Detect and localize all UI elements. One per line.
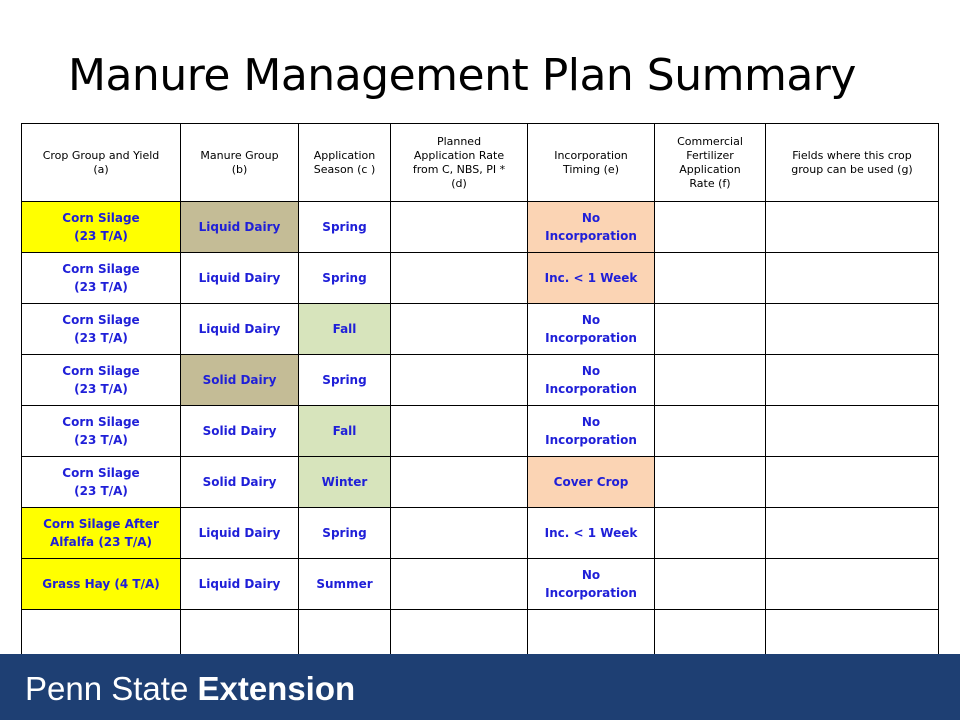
cell-fields [766,355,939,406]
cell-application-rate [391,457,528,508]
cell-manure-group: Liquid Dairy [181,559,299,610]
manure-plan-table [21,123,939,661]
cell-application-rate [391,559,528,610]
cell-manure-group: Liquid Dairy [181,253,299,304]
cell-application-rate [391,508,528,559]
cell-application-rate [391,202,528,253]
cell-crop-group: Grass Hay (4 T/A) [22,559,181,610]
cell-manure-group: Liquid Dairy [181,202,299,253]
table-row [22,304,939,355]
cell-application-season: Spring [299,508,391,559]
cell-application-rate [391,253,528,304]
cell-fields [766,202,939,253]
penn-state-extension-logo [25,670,355,708]
cell-application-season: Spring [299,202,391,253]
cell-incorporation-timing: Inc. < 1 Week [528,253,655,304]
cell-incorporation-timing: Cover Crop [528,457,655,508]
cell-incorporation-timing: Inc. < 1 Week [528,508,655,559]
cell-application-rate [391,304,528,355]
cell-manure-group: Liquid Dairy [181,304,299,355]
cell-fields [766,610,939,661]
header-fields: Fields where this crop group can be used (g) [766,124,939,202]
cell-application-season [299,610,391,661]
cell-manure-group: Solid Dairy [181,406,299,457]
cell-fertilizer-rate [655,508,766,559]
header-incorporation-timing: Incorporation Timing (e) [528,124,655,202]
cell-application-season: Spring [299,253,391,304]
cell-fertilizer-rate [655,304,766,355]
cell-manure-group [181,610,299,661]
cell-manure-group: Solid Dairy [181,457,299,508]
cell-application-rate [391,406,528,457]
cell-fields [766,457,939,508]
table-row [22,355,939,406]
cell-incorporation-timing: No Incorporation [528,559,655,610]
cell-application-season: Fall [299,304,391,355]
cell-incorporation-timing: No Incorporation [528,202,655,253]
footer-brand-regular: Penn State [25,670,198,707]
cell-application-season: Spring [299,355,391,406]
table-row [22,406,939,457]
cell-fertilizer-rate [655,355,766,406]
table-header-row [22,124,939,202]
cell-fields [766,559,939,610]
header-application-season: Application Season (c ) [299,124,391,202]
cell-incorporation-timing: No Incorporation [528,406,655,457]
table-row [22,253,939,304]
footer-bar [0,654,960,720]
cell-incorporation-timing: No Incorporation [528,355,655,406]
slide-title: Manure Management Plan Summary [68,50,856,101]
table-row [22,457,939,508]
header-crop-group: Crop Group and Yield (a) [22,124,181,202]
cell-crop-group: Corn Silage (23 T/A) [22,304,181,355]
cell-crop-group: Corn Silage (23 T/A) [22,202,181,253]
table-row [22,508,939,559]
cell-incorporation-timing [528,610,655,661]
cell-fertilizer-rate [655,406,766,457]
cell-crop-group [22,610,181,661]
cell-manure-group: Solid Dairy [181,355,299,406]
cell-crop-group: Corn Silage (23 T/A) [22,457,181,508]
cell-fields [766,406,939,457]
cell-fertilizer-rate [655,559,766,610]
cell-crop-group: Corn Silage After Alfalfa (23 T/A) [22,508,181,559]
cell-crop-group: Corn Silage (23 T/A) [22,253,181,304]
cell-crop-group: Corn Silage (23 T/A) [22,406,181,457]
cell-fertilizer-rate [655,610,766,661]
cell-application-rate [391,355,528,406]
cell-fertilizer-rate [655,202,766,253]
cell-application-rate [391,610,528,661]
table-row [22,610,939,661]
cell-crop-group: Corn Silage (23 T/A) [22,355,181,406]
cell-application-season: Summer [299,559,391,610]
footer-brand-bold: Extension [197,670,356,707]
cell-incorporation-timing: No Incorporation [528,304,655,355]
cell-fields [766,253,939,304]
cell-fertilizer-rate [655,253,766,304]
cell-manure-group: Liquid Dairy [181,508,299,559]
table-row [22,202,939,253]
header-fertilizer-rate: Commercial Fertilizer Application Rate (f) [655,124,766,202]
cell-fields [766,304,939,355]
table-row [22,559,939,610]
cell-application-season: Winter [299,457,391,508]
header-manure-group: Manure Group (b) [181,124,299,202]
cell-application-season: Fall [299,406,391,457]
cell-fertilizer-rate [655,457,766,508]
header-application-rate: Planned Application Rate from C, NBS, PI * (d) [391,124,528,202]
cell-fields [766,508,939,559]
